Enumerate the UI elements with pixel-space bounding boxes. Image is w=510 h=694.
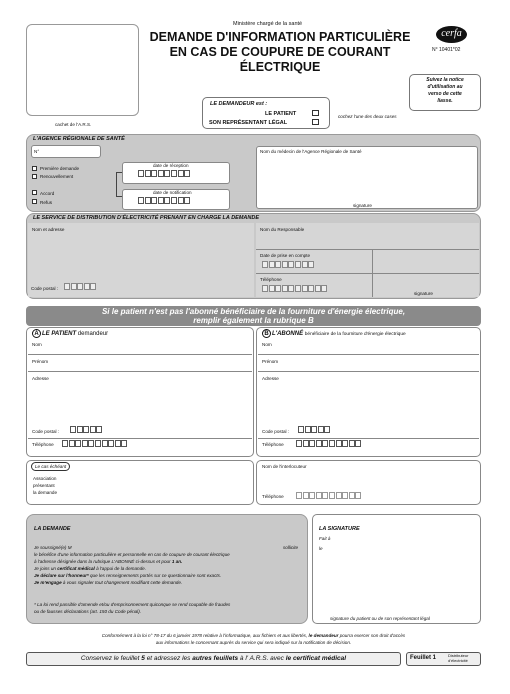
distributor-signature-label: signature: [414, 291, 433, 296]
request-line4b: certificat médical: [57, 566, 95, 571]
refused-checkbox[interactable]: [32, 199, 37, 204]
patient-prenom-label: Prénom: [32, 359, 49, 364]
association-phone-label: Téléphone: [262, 494, 284, 499]
phone-cell[interactable]: [336, 492, 342, 499]
request-line4a: Je joins un: [34, 566, 58, 571]
association-line2: présentant: [33, 483, 55, 488]
patient-phone-label: Téléphone: [32, 442, 54, 447]
first-request-checkbox[interactable]: [32, 166, 37, 171]
date-cell[interactable]: [145, 170, 151, 177]
notification-date-cells[interactable]: [138, 197, 191, 204]
footer-text-b: 5: [141, 655, 145, 662]
notice-line2: d'utilisation au: [427, 84, 463, 90]
footer-text-a: Conservez le feuillet: [80, 655, 142, 662]
postal-cell[interactable]: [311, 426, 317, 433]
fait-a-label: Fait à: [319, 536, 331, 541]
postal-cell[interactable]: [83, 426, 89, 433]
phone-cell[interactable]: [269, 285, 275, 292]
request-title: LA DEMANDE: [34, 526, 71, 532]
signature-caption: signature du patient ou de son représentant légal: [330, 616, 430, 621]
name-address-label: Nom et adresse: [32, 227, 65, 232]
phone-cell[interactable]: [102, 440, 108, 447]
postal-cell[interactable]: [96, 426, 102, 433]
phone-cell[interactable]: [336, 440, 342, 447]
request-line3b: 1 an.: [171, 559, 183, 564]
subscriber-nom-line[interactable]: [258, 354, 479, 355]
phone-cell[interactable]: [262, 285, 268, 292]
ars-stamp-box: [26, 24, 139, 116]
phone-cell[interactable]: [316, 492, 322, 499]
distributor-left-panel: [28, 223, 254, 297]
subscriber-subtitle: bénéficiaire de la fourniture d'énergie électrique: [304, 332, 406, 337]
phone-cell[interactable]: [315, 285, 321, 292]
stamp-label: cachet de l'A.R.S.: [55, 122, 92, 127]
banner-line1: Si le patient n'est pas l'abonné bénéficiaire de la fourniture d'énergie électrique,: [101, 307, 406, 316]
patient-postal-cells[interactable]: [70, 426, 103, 433]
ars-title: L'AGENCE RÉGIONALE DE SANTÉ: [33, 136, 125, 142]
postal-cell[interactable]: [71, 283, 77, 290]
date-cell[interactable]: [275, 261, 281, 268]
postal-cell[interactable]: [324, 426, 330, 433]
cerfa-number: N° 10401*02: [432, 47, 461, 53]
ars-doctor-box[interactable]: [256, 146, 478, 209]
subscriber-adresse-label: Adresse: [262, 376, 279, 381]
request-line4: [34, 566, 146, 571]
ministry: Ministère chargé de la santé: [233, 21, 303, 27]
cerfa-logo: cerfa: [436, 26, 467, 43]
date-cell[interactable]: [184, 197, 190, 204]
request-line3: [34, 559, 182, 564]
postal-cell[interactable]: [70, 426, 76, 433]
legal-line1b: le demandeur: [308, 633, 339, 638]
notice-line3: verso de cette: [428, 91, 462, 97]
phone-cell[interactable]: [108, 440, 114, 447]
demandeur-legal-checkbox[interactable]: [312, 119, 319, 125]
sheet-label: Feuillet 1: [410, 655, 437, 661]
ars-number-field[interactable]: [31, 145, 101, 158]
subscriber-postal-label: Code postal :: [262, 429, 290, 434]
phone-cell[interactable]: [115, 440, 121, 447]
association-phone-cells[interactable]: [296, 492, 362, 499]
legal-line2: aux informations le concernant auprès du service qui sera indiqué sur la notification de décision.: [155, 640, 352, 645]
legal-line1: [26, 633, 481, 638]
distributor-title: LE SERVICE DE DISTRIBUTION D'ÉLECTRICITÉ PRENANT EN CHARGE LA DEMANDE: [33, 215, 260, 221]
ars-number-label: N°: [34, 149, 40, 154]
manager-name-label: Nom du Responsable: [260, 227, 305, 232]
granted-checkbox[interactable]: [32, 190, 37, 195]
demandeur-patient-label: LE PATIENT: [265, 111, 297, 117]
le-label: le: [319, 546, 323, 551]
postal-cell[interactable]: [64, 283, 70, 290]
phone-cell[interactable]: [75, 440, 81, 447]
phone-cell[interactable]: [121, 440, 127, 447]
patient-subtitle: demandeur: [77, 331, 109, 337]
date-cell[interactable]: [164, 170, 170, 177]
date-cell[interactable]: [171, 197, 177, 204]
subscriber-prenom-label: Prénom: [262, 359, 279, 364]
section-a-badge: A: [32, 329, 41, 338]
divider: [256, 249, 479, 250]
request-line5: [34, 573, 221, 578]
divider: [256, 273, 479, 274]
date-cell[interactable]: [288, 261, 294, 268]
page-title-line2: EN CAS DE COUPURE DE COURANT: [169, 45, 391, 59]
legal-line1c: pourra exercer son droit d'accès: [338, 633, 406, 638]
legal-line1a: Conformément à la loi n° 78-17 du 6 janvier 1978 relative à l'informatique, aux fichiers et aux libertés,: [101, 633, 309, 638]
subscriber-nom-label: Nom: [262, 342, 272, 347]
association-line1: Association: [33, 476, 57, 481]
phone-cell[interactable]: [62, 440, 68, 447]
association-line3: la demande: [33, 490, 58, 495]
sheet-dest2: d'électricité: [448, 658, 468, 663]
bracket-arrow: [116, 172, 122, 197]
date-cell[interactable]: [302, 261, 308, 268]
footer-text-e: à l' A.R.S. avec: [238, 655, 286, 662]
signature-title: LA SIGNATURE: [319, 526, 360, 532]
phone-cell[interactable]: [329, 492, 335, 499]
demandeur-hint: cochez l'une des deux cases: [338, 114, 397, 119]
phone-cell[interactable]: [316, 440, 322, 447]
phone-cell[interactable]: [355, 440, 361, 447]
request-line4c: à l'appui de la demande.: [94, 566, 146, 571]
subscriber-title-text: L'ABONNÉ: [272, 331, 304, 337]
date-cell[interactable]: [151, 197, 157, 204]
date-cell[interactable]: [164, 197, 170, 204]
phone-cell[interactable]: [309, 440, 315, 447]
banner-line2: remplir également la rubrique B: [193, 316, 314, 325]
phone-cell[interactable]: [288, 285, 294, 292]
date-cell[interactable]: [138, 197, 144, 204]
association-tag: Le cas échéant: [31, 462, 70, 471]
phone-cell[interactable]: [275, 285, 281, 292]
phone-cell[interactable]: [95, 440, 101, 447]
request-line3a: à l'adresse désignée dans la rubrique L'ABONNÉ ci-dessus et pour: [34, 559, 172, 564]
date-cell[interactable]: [184, 170, 190, 177]
date-cell[interactable]: [171, 170, 177, 177]
postal-cell[interactable]: [77, 426, 83, 433]
divider: [258, 438, 479, 439]
first-request-label: Première demande: [40, 166, 80, 171]
postal-cell[interactable]: [90, 426, 96, 433]
date-cell[interactable]: [158, 170, 164, 177]
notice-line1: Suivez la notice: [426, 77, 464, 83]
date-cell[interactable]: [295, 261, 301, 268]
phone-cell[interactable]: [322, 440, 328, 447]
phone-cell[interactable]: [342, 492, 348, 499]
date-cell[interactable]: [178, 170, 184, 177]
date-cell[interactable]: [269, 261, 275, 268]
demandeur-patient-checkbox[interactable]: [312, 110, 319, 116]
patient-nom-label: Nom: [32, 342, 42, 347]
subscriber-phone-cells[interactable]: [296, 440, 362, 447]
phone-cell[interactable]: [322, 492, 328, 499]
postal-cell[interactable]: [84, 283, 90, 290]
footer-text-c: et adressez les: [144, 655, 193, 662]
phone-cell[interactable]: [349, 492, 355, 499]
subscriber-phone-label: Téléphone: [262, 442, 284, 447]
patient-nom-line[interactable]: [28, 354, 252, 355]
demandeur-legal-label: SON REPRÉSENTANT LÉGAL: [209, 120, 288, 126]
request-line5b: que les renseignements portés sur ce questionnaire sont exacts.: [88, 573, 222, 578]
reception-date-label: date de réception: [153, 163, 189, 168]
phone-cell[interactable]: [308, 285, 314, 292]
request-line2: le bénéfice d'une information particulière et personnelle en cas de coupure de courant électrique: [34, 552, 230, 557]
phone-cell[interactable]: [303, 492, 309, 499]
request-line6a: Je m'engage: [34, 580, 62, 585]
patient-title-text: LE PATIENT: [42, 331, 77, 337]
subscriber-title: [262, 329, 406, 338]
ars-signature-label: signature: [353, 203, 372, 208]
phone-cell[interactable]: [303, 440, 309, 447]
request-line6b: à vous signaler tout changement modifiant cette demande.: [61, 580, 183, 585]
patient-adresse-label: Adresse: [32, 376, 49, 381]
date-taken-cells[interactable]: [262, 261, 315, 268]
request-line6: [34, 580, 182, 585]
subscriber-postal-cells[interactable]: [298, 426, 331, 433]
phone-cell[interactable]: [309, 492, 315, 499]
postal-cell[interactable]: [298, 426, 304, 433]
phone-cell[interactable]: [342, 440, 348, 447]
renewal-checkbox[interactable]: [32, 174, 37, 179]
notification-date-label: date de notification: [153, 190, 192, 195]
phone-cell[interactable]: [329, 440, 335, 447]
postal-cell[interactable]: [77, 283, 83, 290]
phone-cell[interactable]: [88, 440, 94, 447]
distributor-postal-cells[interactable]: [64, 283, 97, 290]
request-note2: ou de fausses déclarations (art. 150 du Code pénal).: [34, 609, 141, 614]
phone-cell[interactable]: [321, 285, 327, 292]
phone-cell[interactable]: [296, 440, 302, 447]
contact-name-label: Nom de l'interlocuteur: [262, 464, 307, 469]
phone-cell[interactable]: [355, 492, 361, 499]
phone-cell[interactable]: [82, 440, 88, 447]
ars-doctor-label: Nom du médecin de l'Agence Régionale de Santé: [260, 149, 362, 154]
distributor-phone-label: Téléphone: [260, 277, 282, 282]
phone-cell[interactable]: [349, 440, 355, 447]
date-cell[interactable]: [262, 261, 268, 268]
date-cell[interactable]: [151, 170, 157, 177]
postal-cell[interactable]: [305, 426, 311, 433]
phone-cell[interactable]: [302, 285, 308, 292]
distributor-phone-cells[interactable]: [262, 285, 328, 292]
footer-text-f: le certificat médical: [285, 655, 347, 662]
divider: [372, 249, 373, 297]
phone-cell[interactable]: [295, 285, 301, 292]
request-line1b: sollicite: [283, 545, 299, 550]
page-title-line3: ÉLECTRIQUE: [239, 60, 321, 74]
reception-date-cells[interactable]: [138, 170, 191, 177]
patient-postal-label: Code postal :: [32, 429, 60, 434]
footer-text-d: autres feuillets: [192, 655, 239, 662]
phone-cell[interactable]: [296, 492, 302, 499]
granted-label: Accord: [40, 191, 55, 196]
sheet-dest1: Distributeur: [448, 653, 469, 658]
patient-title: [32, 329, 108, 338]
renewal-label: Renouvellement: [40, 174, 74, 179]
footer-text: [26, 655, 401, 662]
patient-prenom-line[interactable]: [28, 371, 252, 372]
date-cell[interactable]: [138, 170, 144, 177]
divider: [28, 438, 252, 439]
request-note1: * La loi rend passible d'amende et/ou d'emprisonnement quiconque se rend coupable de fraudes: [34, 602, 231, 607]
section-b-badge: B: [262, 329, 271, 338]
page-title-line1: DEMANDE D'INFORMATION PARTICULIÈRE: [149, 30, 411, 44]
phone-cell[interactable]: [282, 285, 288, 292]
refused-label: Refus: [40, 200, 53, 205]
date-cell[interactable]: [145, 197, 151, 204]
distributor-postal-label: Code postal :: [31, 286, 59, 291]
demandeur-label: LE DEMANDEUR est :: [210, 101, 268, 107]
date-cell[interactable]: [158, 197, 164, 204]
date-cell[interactable]: [178, 197, 184, 204]
postal-cell[interactable]: [318, 426, 324, 433]
date-cell[interactable]: [308, 261, 314, 268]
subscriber-prenom-line[interactable]: [258, 371, 479, 372]
date-taken-label: Date de prise en compte: [260, 253, 311, 258]
request-line5a: Je déclare sur l'honneur*: [34, 573, 89, 578]
request-line1a: Je soussigné(e) M: [34, 545, 72, 550]
phone-cell[interactable]: [69, 440, 75, 447]
notice-line4: liasse.: [437, 98, 453, 104]
date-cell[interactable]: [282, 261, 288, 268]
postal-cell[interactable]: [90, 283, 96, 290]
patient-phone-cells[interactable]: [62, 440, 128, 447]
